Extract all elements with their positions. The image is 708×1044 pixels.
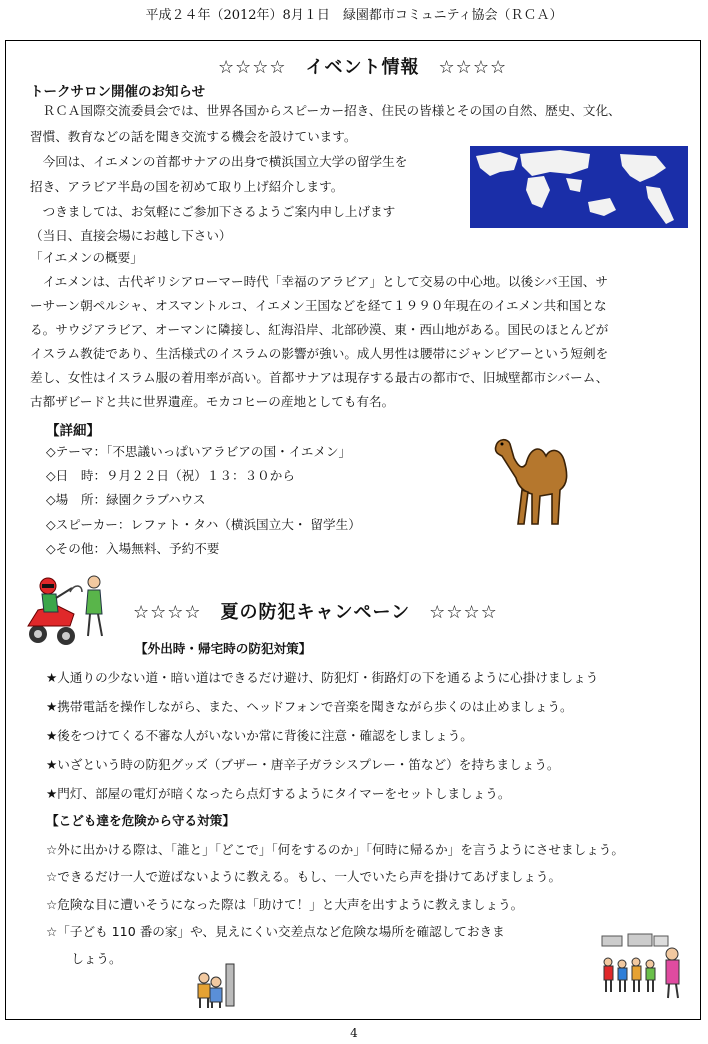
detail-item: ◇その他：入場無料、予約不要 [46,541,220,556]
page-number: 4 [350,1026,358,1040]
detail-item: ◇日 時：９月２２日（祝）１３：３０から [46,468,295,483]
event-line: イエメンは、古代ギリシアローマー時代「幸福のアラビア」として交易の中心地。以後シバ王国、サ [30,274,608,289]
page-header: 平成２４年（2012年）8月１日 緑園都市コミュニティ協会（ＲＣＡ） [145,8,563,23]
family-walking-illustration [598,932,690,1002]
event-line: 古都ザビードと共に世界遺産。モカコヒーの産地としても有名。 [30,394,395,409]
detail-item: ◇テーマ：「不思議いっぱいアラビアの国・イエメン」 [46,444,352,459]
event-line: 招き、アラビア半島の国を初めて取り上げ紹介します。 [30,179,344,194]
campaign-title: ☆☆☆☆ 夏の防犯キャンペーン ☆☆☆☆ [133,602,498,623]
campaign-item: ★後をつけてくる不審な人がいないか常に背後に注意・確認をしましょう。 [46,728,473,743]
event-line: つきましては、お気軽にご参加下さるようご案内申し上げます [30,204,396,219]
event-line: 今回は、イエメンの首都サナアの出身で横浜国立大学の留学生を [30,154,408,169]
camel-illustration [488,430,578,528]
campaign-item: ☆「子ども 110 番の家」や、見えにくい交差点など危険な場所を確認しておきま [46,924,505,939]
detail-item: ◇場 所：緑園クラブハウス [46,492,206,507]
purse-snatching-illustration [18,574,110,648]
campaign-subheading-1: 【外出時・帰宅時の防犯対策】 [135,641,312,656]
event-line: イスラム教徒であり、生活様式のイスラムの影響が強い。成人男性は腰帯にジャンビアーという短剣を [30,346,609,361]
campaign-item: ★いざという時の防犯グッズ（ブザー・唐辛子ガラシスプレー・笛など）を持ちましょう。 [46,757,560,772]
world-map-image [470,146,688,228]
event-line: 差し、女性はイスラム服の着用率が高い。首都サナアは現存する最古の都市で、旧城壁都市シバーム、 [30,370,609,385]
event-line: 「イエメンの概要」 [30,250,143,265]
campaign-item: ☆危険な目に遭いそうになった際は「助けて！」と大声を出すように教えましょう。 [46,897,524,912]
campaign-item: しょう。 [46,951,122,966]
event-title: ☆☆☆☆ イベント情報 ☆☆☆☆ [218,57,508,78]
children-illustration [192,962,240,1010]
detail-item: ◇スピーカー：レファト・タハ（横浜国立大・ 留学生） [46,517,361,532]
event-line: （当日、直接会場にお越し下さい） [30,228,232,243]
campaign-item: ★携帯電話を操作しながら、また、ヘッドフォンで音楽を聞きながら歩くのは止めましょう。 [46,699,573,714]
event-line: ＲＣＡ国際交流委員会では、世界各国からスピーカー招き、住民の皆様とその国の自然、歴史、文化、 [30,103,621,118]
event-line: ーサーン朝ペルシャ、オスマントルコ、イエメン王国などを経て１９９０年現在のイエメン共和国とな [30,298,607,313]
campaign-item: ☆外に出かける際は、「誰と」「どこで」「何をするのか」「何時に帰るか」を言うようにさせましょう。 [46,842,624,857]
event-subtitle: トークサロン開催のお知らせ [30,84,206,100]
campaign-subheading-2: 【こども達を危険から守る対策】 [46,813,235,828]
campaign-item: ★人通りの少ない道・暗い道はできるだけ避け、防犯灯・街路灯の下を通るように心掛けましょう [46,670,599,685]
event-line: 習慣、教育などの話を聞き交流する機会を設けています。 [30,129,357,144]
details-heading: 【詳細】 [46,423,100,439]
campaign-item: ★門灯、部屋の電灯が暗くなったら点灯するようにタイマーをセットしましょう。 [46,786,511,801]
event-line: る。サウジアラビア、オーマンに隣接し、紅海沿岸、北部砂漠、東・西山地がある。国民のほとんどが [30,322,609,337]
campaign-item: ☆できるだけ一人で遊ばないように教える。もし、一人でいたら声を掛けてあげましょう。 [46,869,562,884]
